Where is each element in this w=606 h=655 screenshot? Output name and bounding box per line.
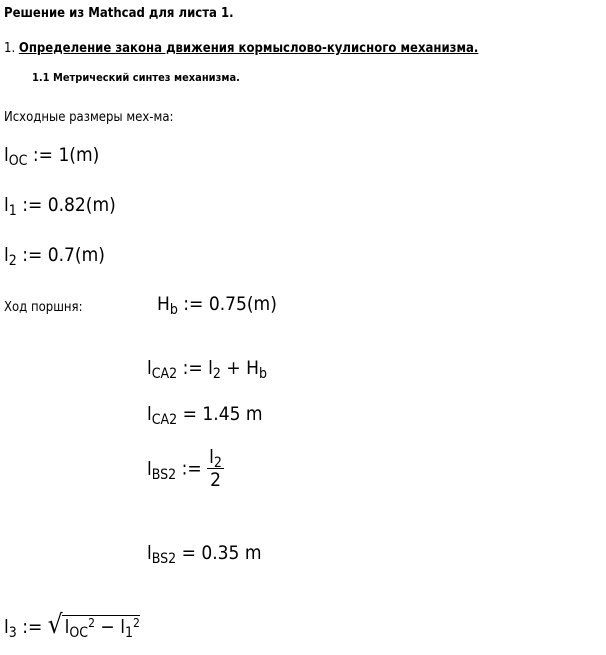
equation-lbs2-definition: $l_{BS2}$ := $\frac{l_2}{2}$ <box>147 446 222 491</box>
fraction: $\frac{l_2}{2}$ <box>209 446 222 491</box>
section-title: Определение закона движения кормыслово-кулисного механизма. <box>18 41 479 56</box>
equation-l3-definition: $l_3$ := √ $l_{OC}^2 - l_1^2$ <box>4 610 140 641</box>
equation-l2: $l_2$ := 0.7(m) <box>4 244 105 269</box>
intro-label: Исходные размеры мех-ма: <box>4 110 174 125</box>
section-heading <box>4 41 478 56</box>
radicand: $l_{OC}^2 - l_1^2$ <box>62 615 140 638</box>
equation-loc: $l_{OC}$ := 1(m) <box>4 144 100 169</box>
equation-lbs2-value: $l_{BS2} = 0.35$ m <box>147 542 262 567</box>
equation-lca2-definition: $l_{CA2}$ := $l_2 + H_b$ <box>147 357 267 382</box>
subsection-heading: 1.1 Метрический синтез механизма. <box>32 71 240 84</box>
equation-hb: $H_b$ := 0.75(m) <box>157 293 277 318</box>
section-number: 1. <box>4 41 16 56</box>
stroke-label: Ход поршня: <box>4 300 83 315</box>
document-heading: Решение из Mathcad для листа 1. <box>4 6 234 21</box>
equation-lca2-value: $l_{CA2} = 1.45$ m <box>147 403 263 428</box>
square-root-sign: √ <box>47 610 63 640</box>
equation-l1: $l_1$ := 0.82(m) <box>4 194 116 219</box>
